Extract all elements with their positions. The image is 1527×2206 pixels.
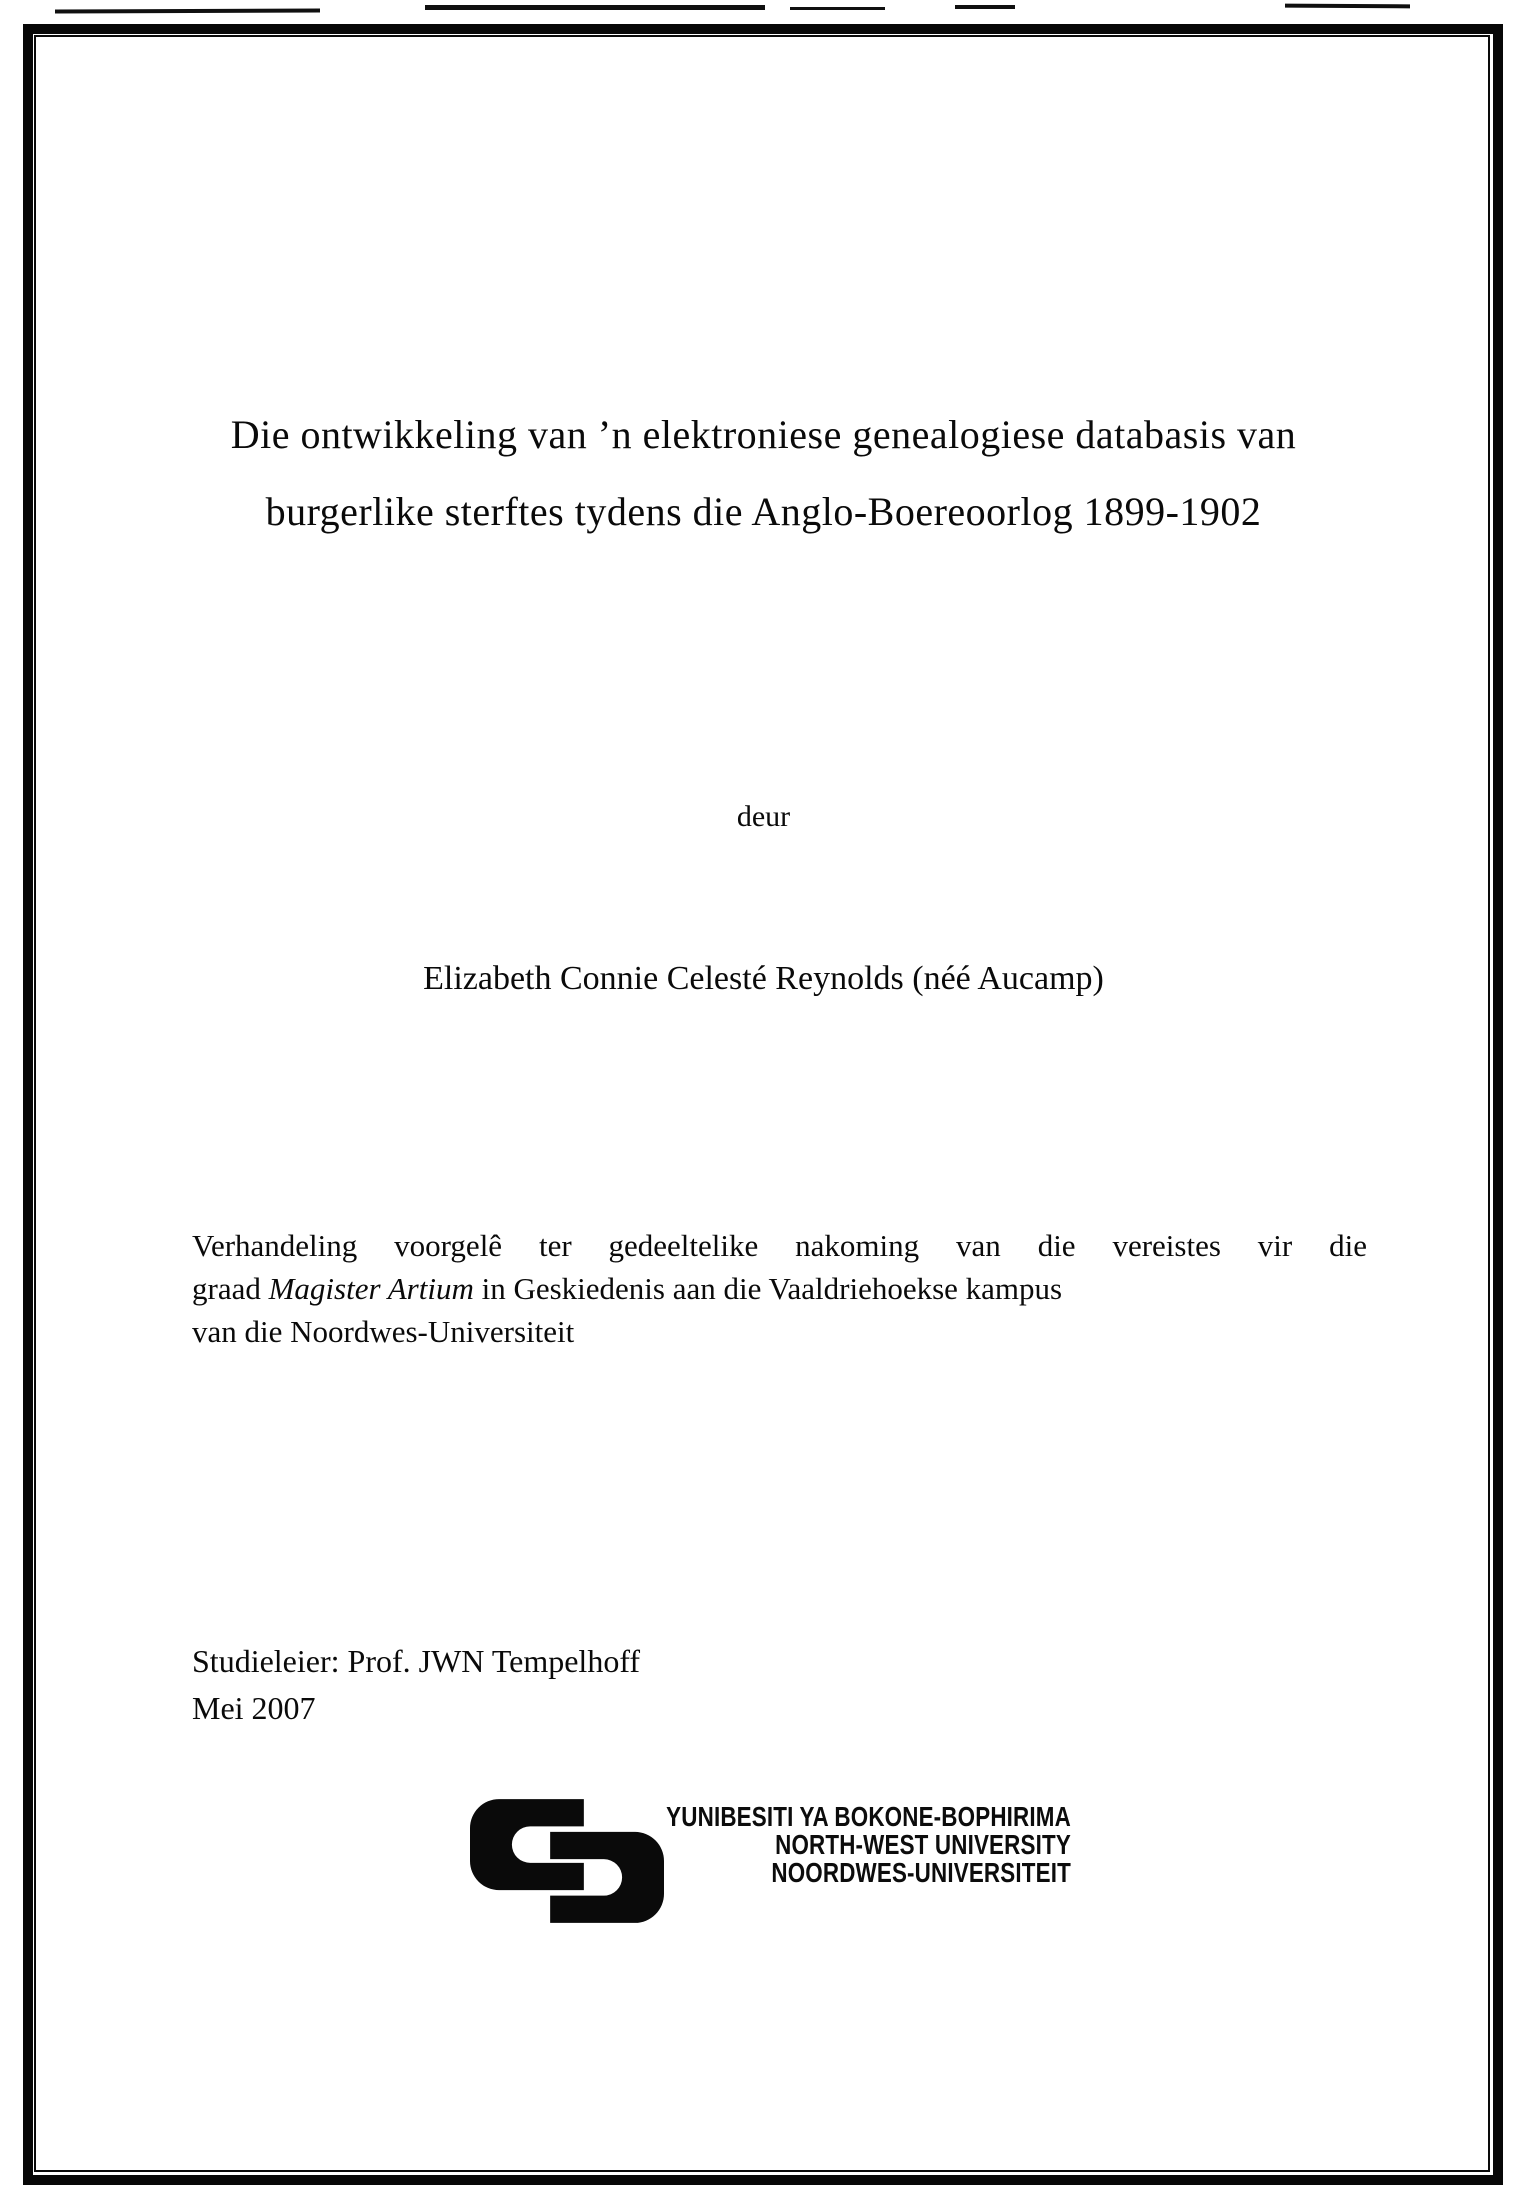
statement-line2 [192, 1267, 1367, 1310]
scan-noise-mark [955, 5, 1015, 9]
author-name: Elizabeth Connie Celesté Reynolds (néé Aucamp) [423, 960, 1104, 997]
byline: deur [736, 800, 791, 833]
scan-noise-mark [790, 7, 885, 10]
submission-statement [192, 1224, 1367, 1353]
statement-line2-post: in Geskiedenis aan die Vaaldriehoekse kampus [473, 1271, 1063, 1306]
university-name-setswana: YUNIBESITI YA BOKONE-BOPHIRIMA [666, 1801, 1071, 1832]
statement-line3: van die Noordwes-Universiteit [192, 1314, 575, 1349]
statement-line1: Verhandeling voorgelê ter gedeeltelike nakoming van die vereistes vir die [192, 1228, 1367, 1263]
university-name-english: NORTH-WEST UNIVERSITY [775, 1829, 1071, 1860]
scan-noise-mark [55, 9, 320, 14]
thesis-title-line2: burgerlike sterftes tydens die Anglo-Boereoorlog 1899-1902 [265, 489, 1262, 534]
supervisor-block [192, 1638, 640, 1732]
thesis-title [120, 396, 1407, 550]
degree-name: Magister Artium [268, 1271, 474, 1306]
statement-line2-pre: graad [192, 1271, 269, 1306]
scan-noise-mark [425, 5, 765, 10]
supervisor-line: Studieleier: Prof. JWN Tempelhoff [192, 1643, 641, 1679]
scan-noise-mark [1285, 4, 1410, 9]
date-line: Mei 2007 [192, 1690, 316, 1726]
university-wordmark [666, 1803, 1071, 1887]
thesis-title-line1: Die ontwikkeling van ’n elektroniese genealogiese databasis van [230, 412, 1297, 457]
nwu-interlocking-links-icon [470, 1799, 664, 1923]
university-name-afrikaans: NOORDWES-UNIVERSITEIT [771, 1857, 1071, 1888]
